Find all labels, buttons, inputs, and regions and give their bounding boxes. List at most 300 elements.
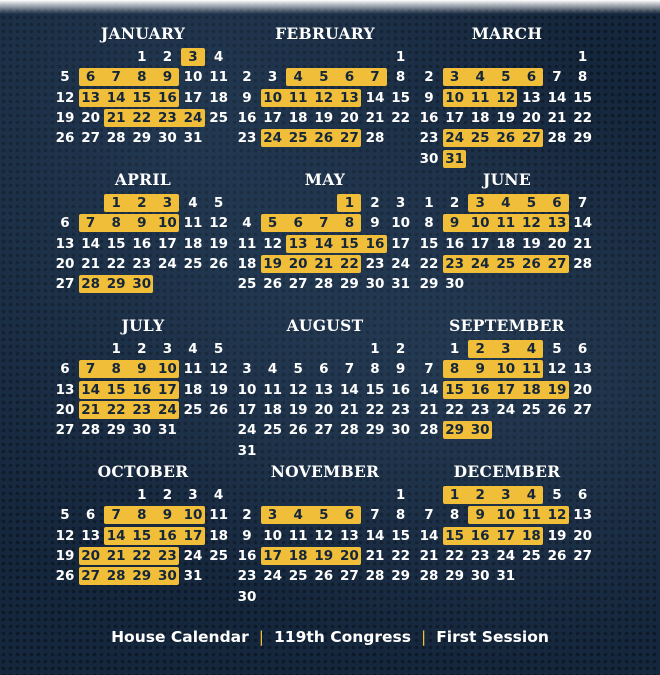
day: 3 bbox=[242, 361, 252, 378]
session-day: 29 bbox=[106, 276, 126, 293]
session-day: 9 bbox=[449, 215, 460, 232]
day: 15 bbox=[573, 89, 592, 106]
day: 22 bbox=[419, 255, 439, 272]
day: 29 bbox=[106, 422, 126, 439]
day: 8 bbox=[395, 507, 406, 524]
session-day: 3 bbox=[267, 507, 278, 524]
day: 21 bbox=[81, 255, 100, 272]
session-day: 31 bbox=[445, 150, 464, 167]
day: 29 bbox=[365, 422, 385, 439]
day: 11 bbox=[263, 381, 282, 398]
day: 17 bbox=[391, 235, 410, 252]
day: 30 bbox=[365, 276, 385, 293]
session-day: 25 bbox=[288, 130, 308, 147]
day: 22 bbox=[445, 547, 464, 564]
day: 30 bbox=[391, 422, 410, 439]
session-day: 9 bbox=[137, 361, 147, 378]
day: 15 bbox=[391, 89, 410, 106]
session-day: 10 bbox=[470, 215, 490, 232]
day: 9 bbox=[424, 89, 434, 106]
day: 28 bbox=[365, 130, 385, 147]
session-day: 13 bbox=[81, 89, 100, 106]
session-day: 23 bbox=[445, 255, 464, 272]
month-title: MARCH bbox=[471, 24, 543, 43]
day: 10 bbox=[237, 381, 257, 398]
session-day: 10 bbox=[157, 361, 177, 378]
day: 19 bbox=[496, 109, 516, 126]
day: 2 bbox=[395, 341, 406, 357]
day: 13 bbox=[573, 361, 592, 378]
day: 29 bbox=[391, 568, 410, 585]
day: 22 bbox=[365, 401, 385, 418]
session-day: 12 bbox=[314, 89, 334, 106]
session-day: 5 bbox=[319, 507, 329, 524]
session-day: 11 bbox=[288, 89, 308, 106]
day: 26 bbox=[55, 568, 75, 585]
session-day: 28 bbox=[81, 276, 100, 293]
day: 20 bbox=[521, 109, 541, 126]
day: 29 bbox=[339, 276, 359, 293]
session-day: 20 bbox=[339, 547, 359, 564]
day: 25 bbox=[521, 547, 541, 564]
day: 20 bbox=[81, 109, 100, 126]
session-day: 8 bbox=[344, 215, 355, 232]
session-day: 9 bbox=[162, 507, 173, 524]
day: 1 bbox=[111, 341, 121, 357]
day: 1 bbox=[577, 49, 588, 65]
day: 1 bbox=[395, 49, 406, 65]
day: 17 bbox=[470, 235, 490, 252]
session-day: 2 bbox=[137, 195, 147, 211]
day: 19 bbox=[521, 235, 541, 252]
day: 27 bbox=[55, 276, 75, 293]
day: 23 bbox=[391, 401, 410, 418]
session-day: 2 bbox=[475, 341, 485, 357]
day: 23 bbox=[470, 547, 490, 564]
session-day: 26 bbox=[496, 130, 516, 147]
day: 13 bbox=[55, 235, 75, 252]
day: 21 bbox=[547, 109, 567, 126]
day: 19 bbox=[209, 235, 228, 252]
day: 20 bbox=[55, 255, 75, 272]
session-day: 15 bbox=[132, 527, 152, 544]
day: 28 bbox=[573, 255, 592, 272]
day: 8 bbox=[449, 507, 460, 524]
day: 7 bbox=[424, 361, 434, 378]
day: 11 bbox=[237, 235, 257, 252]
day: 3 bbox=[188, 487, 198, 503]
day: 31 bbox=[183, 130, 203, 147]
day: 1 bbox=[137, 487, 147, 503]
day: 17 bbox=[183, 89, 203, 106]
day: 12 bbox=[209, 215, 228, 232]
day: 21 bbox=[365, 547, 385, 564]
session-day: 14 bbox=[106, 89, 126, 106]
session-day: 15 bbox=[106, 381, 126, 398]
session-day: 16 bbox=[470, 381, 490, 398]
day: 5 bbox=[552, 487, 562, 503]
day: 29 bbox=[419, 276, 439, 293]
day: 23 bbox=[237, 568, 257, 585]
session-day: 30 bbox=[132, 276, 152, 293]
session-day: 6 bbox=[293, 215, 303, 232]
month-title: AUGUST bbox=[286, 316, 364, 335]
day: 13 bbox=[55, 381, 75, 398]
day: 1 bbox=[370, 341, 380, 357]
session-day: 4 bbox=[475, 69, 485, 86]
day: 11 bbox=[183, 215, 203, 232]
session-day: 6 bbox=[344, 69, 355, 86]
day: 18 bbox=[288, 109, 308, 126]
day: 13 bbox=[521, 89, 541, 106]
day: 25 bbox=[288, 568, 308, 585]
day: 16 bbox=[391, 381, 410, 398]
day: 21 bbox=[419, 547, 439, 564]
day: 14 bbox=[573, 215, 592, 232]
day: 26 bbox=[209, 255, 228, 272]
day: 29 bbox=[132, 130, 152, 147]
day: 10 bbox=[391, 215, 410, 232]
day: 5 bbox=[213, 341, 224, 357]
day: 30 bbox=[237, 588, 257, 605]
session-day: 1 bbox=[111, 195, 121, 211]
footer-separator: | bbox=[420, 628, 427, 646]
day: 12 bbox=[263, 235, 282, 252]
day: 18 bbox=[183, 235, 203, 252]
session-day: 21 bbox=[81, 401, 100, 418]
session-day: 18 bbox=[521, 527, 541, 544]
day: 14 bbox=[365, 89, 385, 106]
day: 17 bbox=[237, 401, 257, 418]
day: 26 bbox=[314, 568, 334, 585]
session-day: 10 bbox=[157, 215, 177, 232]
day: 7 bbox=[577, 195, 588, 211]
session-day: 9 bbox=[475, 507, 485, 524]
session-day: 13 bbox=[547, 215, 567, 232]
day: 1 bbox=[137, 49, 147, 65]
session-day: 19 bbox=[547, 381, 567, 398]
day: 23 bbox=[419, 130, 439, 147]
day: 13 bbox=[339, 527, 359, 544]
day: 2 bbox=[137, 341, 147, 357]
session-day: 11 bbox=[521, 507, 541, 524]
day: 19 bbox=[547, 527, 567, 544]
month-january bbox=[52, 18, 234, 164]
footer-separator: | bbox=[258, 628, 264, 646]
day: 2 bbox=[424, 69, 434, 86]
day: 23 bbox=[132, 255, 152, 272]
day: 25 bbox=[209, 547, 228, 564]
day: 26 bbox=[55, 130, 75, 147]
session-day: 3 bbox=[188, 49, 198, 65]
day: 16 bbox=[132, 235, 152, 252]
session-day: 17 bbox=[496, 381, 516, 398]
session-day: 8 bbox=[111, 361, 121, 378]
day: 22 bbox=[391, 109, 410, 126]
day: 24 bbox=[263, 568, 282, 585]
day: 28 bbox=[106, 130, 126, 147]
session-day: 24 bbox=[470, 255, 490, 272]
session-day: 5 bbox=[267, 215, 278, 232]
day: 27 bbox=[288, 276, 308, 293]
day: 28 bbox=[419, 422, 439, 439]
day: 14 bbox=[419, 527, 439, 544]
session-day: 27 bbox=[339, 130, 359, 147]
month-title: FEBRUARY bbox=[275, 24, 375, 43]
calendar-grid bbox=[52, 18, 598, 605]
day: 19 bbox=[288, 401, 308, 418]
day: 4 bbox=[267, 361, 278, 378]
session-day: 4 bbox=[526, 341, 537, 357]
session-day: 5 bbox=[319, 69, 329, 86]
session-day: 3 bbox=[475, 195, 485, 211]
day: 6 bbox=[577, 341, 588, 357]
day: 20 bbox=[573, 527, 592, 544]
day: 19 bbox=[55, 109, 75, 126]
day: 28 bbox=[365, 568, 385, 585]
session-day: 9 bbox=[137, 215, 147, 232]
session-day: 21 bbox=[314, 255, 334, 272]
day: 27 bbox=[339, 568, 359, 585]
month-title: JULY bbox=[121, 316, 165, 335]
day: 3 bbox=[395, 195, 406, 211]
day: 26 bbox=[263, 276, 282, 293]
day: 23 bbox=[237, 130, 257, 147]
session-day: 12 bbox=[496, 89, 516, 106]
day: 18 bbox=[496, 235, 516, 252]
session-day: 26 bbox=[314, 130, 334, 147]
day: 6 bbox=[60, 215, 70, 232]
session-day: 7 bbox=[111, 69, 121, 86]
session-day: 20 bbox=[288, 255, 308, 272]
day: 25 bbox=[209, 109, 228, 126]
day: 25 bbox=[263, 422, 282, 439]
day: 4 bbox=[188, 195, 198, 211]
month-august bbox=[234, 310, 416, 459]
day: 19 bbox=[209, 381, 228, 398]
session-day: 10 bbox=[445, 89, 464, 106]
day: 1 bbox=[424, 195, 434, 211]
session-day: 23 bbox=[157, 547, 177, 564]
session-day: 13 bbox=[288, 235, 308, 252]
day: 6 bbox=[319, 361, 329, 378]
session-day: 8 bbox=[137, 507, 147, 524]
session-day: 14 bbox=[106, 527, 126, 544]
day: 6 bbox=[85, 507, 96, 524]
footer-title: House Calendar bbox=[111, 628, 249, 646]
day: 19 bbox=[314, 109, 334, 126]
session-day: 8 bbox=[111, 215, 121, 232]
day: 7 bbox=[424, 507, 434, 524]
session-day: 7 bbox=[319, 215, 329, 232]
session-day: 11 bbox=[521, 361, 541, 378]
month-april bbox=[52, 164, 234, 310]
day: 27 bbox=[314, 422, 334, 439]
session-day: 16 bbox=[157, 527, 177, 544]
day: 22 bbox=[573, 109, 592, 126]
session-day: 15 bbox=[445, 381, 464, 398]
session-day: 14 bbox=[314, 235, 334, 252]
day: 23 bbox=[365, 255, 385, 272]
day: 21 bbox=[573, 235, 592, 252]
day: 20 bbox=[573, 381, 592, 398]
session-day: 3 bbox=[162, 195, 173, 211]
session-day: 10 bbox=[183, 507, 203, 524]
session-day: 4 bbox=[501, 195, 511, 211]
day: 24 bbox=[391, 255, 410, 272]
month-title: SEPTEMBER bbox=[449, 316, 565, 335]
day: 27 bbox=[81, 130, 100, 147]
day: 31 bbox=[391, 276, 410, 293]
day: 11 bbox=[288, 527, 308, 544]
session-day: 5 bbox=[501, 69, 511, 86]
day: 3 bbox=[267, 69, 278, 86]
day: 14 bbox=[81, 235, 100, 252]
day: 18 bbox=[470, 109, 490, 126]
month-title: JUNE bbox=[482, 170, 532, 189]
day: 28 bbox=[314, 276, 334, 293]
day: 24 bbox=[496, 401, 516, 418]
session-day: 7 bbox=[85, 215, 96, 232]
day: 4 bbox=[213, 487, 224, 503]
month-title: APRIL bbox=[114, 170, 172, 189]
session-day: 11 bbox=[496, 215, 516, 232]
day: 4 bbox=[242, 215, 252, 232]
day: 18 bbox=[209, 527, 228, 544]
day: 15 bbox=[391, 527, 410, 544]
day: 14 bbox=[365, 527, 385, 544]
session-day: 3 bbox=[449, 69, 460, 86]
month-july bbox=[52, 310, 234, 456]
session-day: 11 bbox=[470, 89, 490, 106]
session-day: 17 bbox=[157, 381, 177, 398]
day: 12 bbox=[314, 527, 334, 544]
day: 3 bbox=[162, 341, 173, 357]
day: 24 bbox=[183, 547, 203, 564]
session-day: 12 bbox=[521, 215, 541, 232]
day: 16 bbox=[237, 547, 257, 564]
day: 28 bbox=[81, 422, 100, 439]
day: 30 bbox=[419, 150, 439, 167]
day: 5 bbox=[60, 507, 70, 524]
day: 14 bbox=[419, 381, 439, 398]
day: 24 bbox=[496, 547, 516, 564]
session-day: 27 bbox=[521, 130, 541, 147]
session-day: 15 bbox=[339, 235, 359, 252]
session-day: 18 bbox=[288, 547, 308, 564]
day: 28 bbox=[339, 422, 359, 439]
session-day: 29 bbox=[445, 422, 464, 439]
day: 11 bbox=[209, 507, 228, 524]
session-day: 17 bbox=[263, 547, 282, 564]
session-day: 14 bbox=[81, 381, 100, 398]
day: 22 bbox=[391, 547, 410, 564]
session-day: 4 bbox=[293, 69, 303, 86]
day: 17 bbox=[157, 235, 177, 252]
day: 5 bbox=[213, 195, 224, 211]
day: 20 bbox=[314, 401, 334, 418]
day: 18 bbox=[183, 381, 203, 398]
session-day: 12 bbox=[547, 507, 567, 524]
month-february bbox=[234, 18, 416, 164]
day: 19 bbox=[55, 547, 75, 564]
session-day: 6 bbox=[344, 507, 355, 524]
session-day: 7 bbox=[370, 69, 380, 86]
day: 6 bbox=[60, 361, 70, 378]
session-day: 26 bbox=[521, 255, 541, 272]
day: 2 bbox=[242, 69, 252, 86]
session-day: 4 bbox=[526, 487, 537, 503]
day: 10 bbox=[183, 69, 203, 86]
day: 31 bbox=[237, 442, 257, 459]
day: 5 bbox=[552, 341, 562, 357]
day: 8 bbox=[424, 215, 434, 232]
day: 16 bbox=[237, 109, 257, 126]
month-title: OCTOBER bbox=[97, 462, 189, 481]
session-day: 16 bbox=[365, 235, 385, 252]
day: 2 bbox=[242, 507, 252, 524]
day: 2 bbox=[162, 49, 173, 65]
day: 30 bbox=[470, 568, 490, 585]
day: 6 bbox=[577, 487, 588, 503]
day: 7 bbox=[344, 361, 355, 378]
session-day: 4 bbox=[293, 507, 303, 524]
day: 23 bbox=[470, 401, 490, 418]
session-day: 18 bbox=[521, 381, 541, 398]
day: 22 bbox=[106, 255, 126, 272]
calendar-footer bbox=[0, 628, 660, 646]
session-day: 21 bbox=[106, 109, 126, 126]
session-day: 27 bbox=[81, 568, 100, 585]
day: 9 bbox=[242, 527, 252, 544]
day: 13 bbox=[81, 527, 100, 544]
session-day: 21 bbox=[106, 547, 126, 564]
day: 25 bbox=[237, 276, 257, 293]
month-title: DECEMBER bbox=[453, 462, 561, 481]
month-title: JANUARY bbox=[100, 24, 186, 43]
month-june bbox=[416, 164, 598, 310]
day: 29 bbox=[445, 568, 464, 585]
day: 7 bbox=[552, 69, 562, 86]
session-day: 17 bbox=[183, 527, 203, 544]
day: 27 bbox=[573, 547, 592, 564]
top-fade bbox=[0, 0, 660, 14]
day: 13 bbox=[573, 507, 592, 524]
day: 2 bbox=[162, 487, 173, 503]
day: 25 bbox=[183, 255, 203, 272]
day: 14 bbox=[339, 381, 359, 398]
day: 4 bbox=[213, 49, 224, 65]
day: 17 bbox=[445, 109, 464, 126]
month-may bbox=[234, 164, 416, 310]
day: 26 bbox=[209, 401, 228, 418]
day: 26 bbox=[547, 547, 567, 564]
day: 12 bbox=[288, 381, 308, 398]
session-day: 9 bbox=[162, 69, 173, 86]
day: 18 bbox=[209, 89, 228, 106]
session-day: 16 bbox=[132, 381, 152, 398]
session-day: 22 bbox=[132, 547, 152, 564]
session-day: 13 bbox=[339, 89, 359, 106]
day: 7 bbox=[370, 507, 380, 524]
day: 2 bbox=[370, 195, 380, 211]
session-day: 15 bbox=[445, 527, 464, 544]
day: 12 bbox=[55, 89, 75, 106]
session-day: 1 bbox=[344, 195, 355, 211]
session-day: 1 bbox=[449, 487, 460, 503]
day: 26 bbox=[288, 422, 308, 439]
day: 16 bbox=[445, 235, 464, 252]
